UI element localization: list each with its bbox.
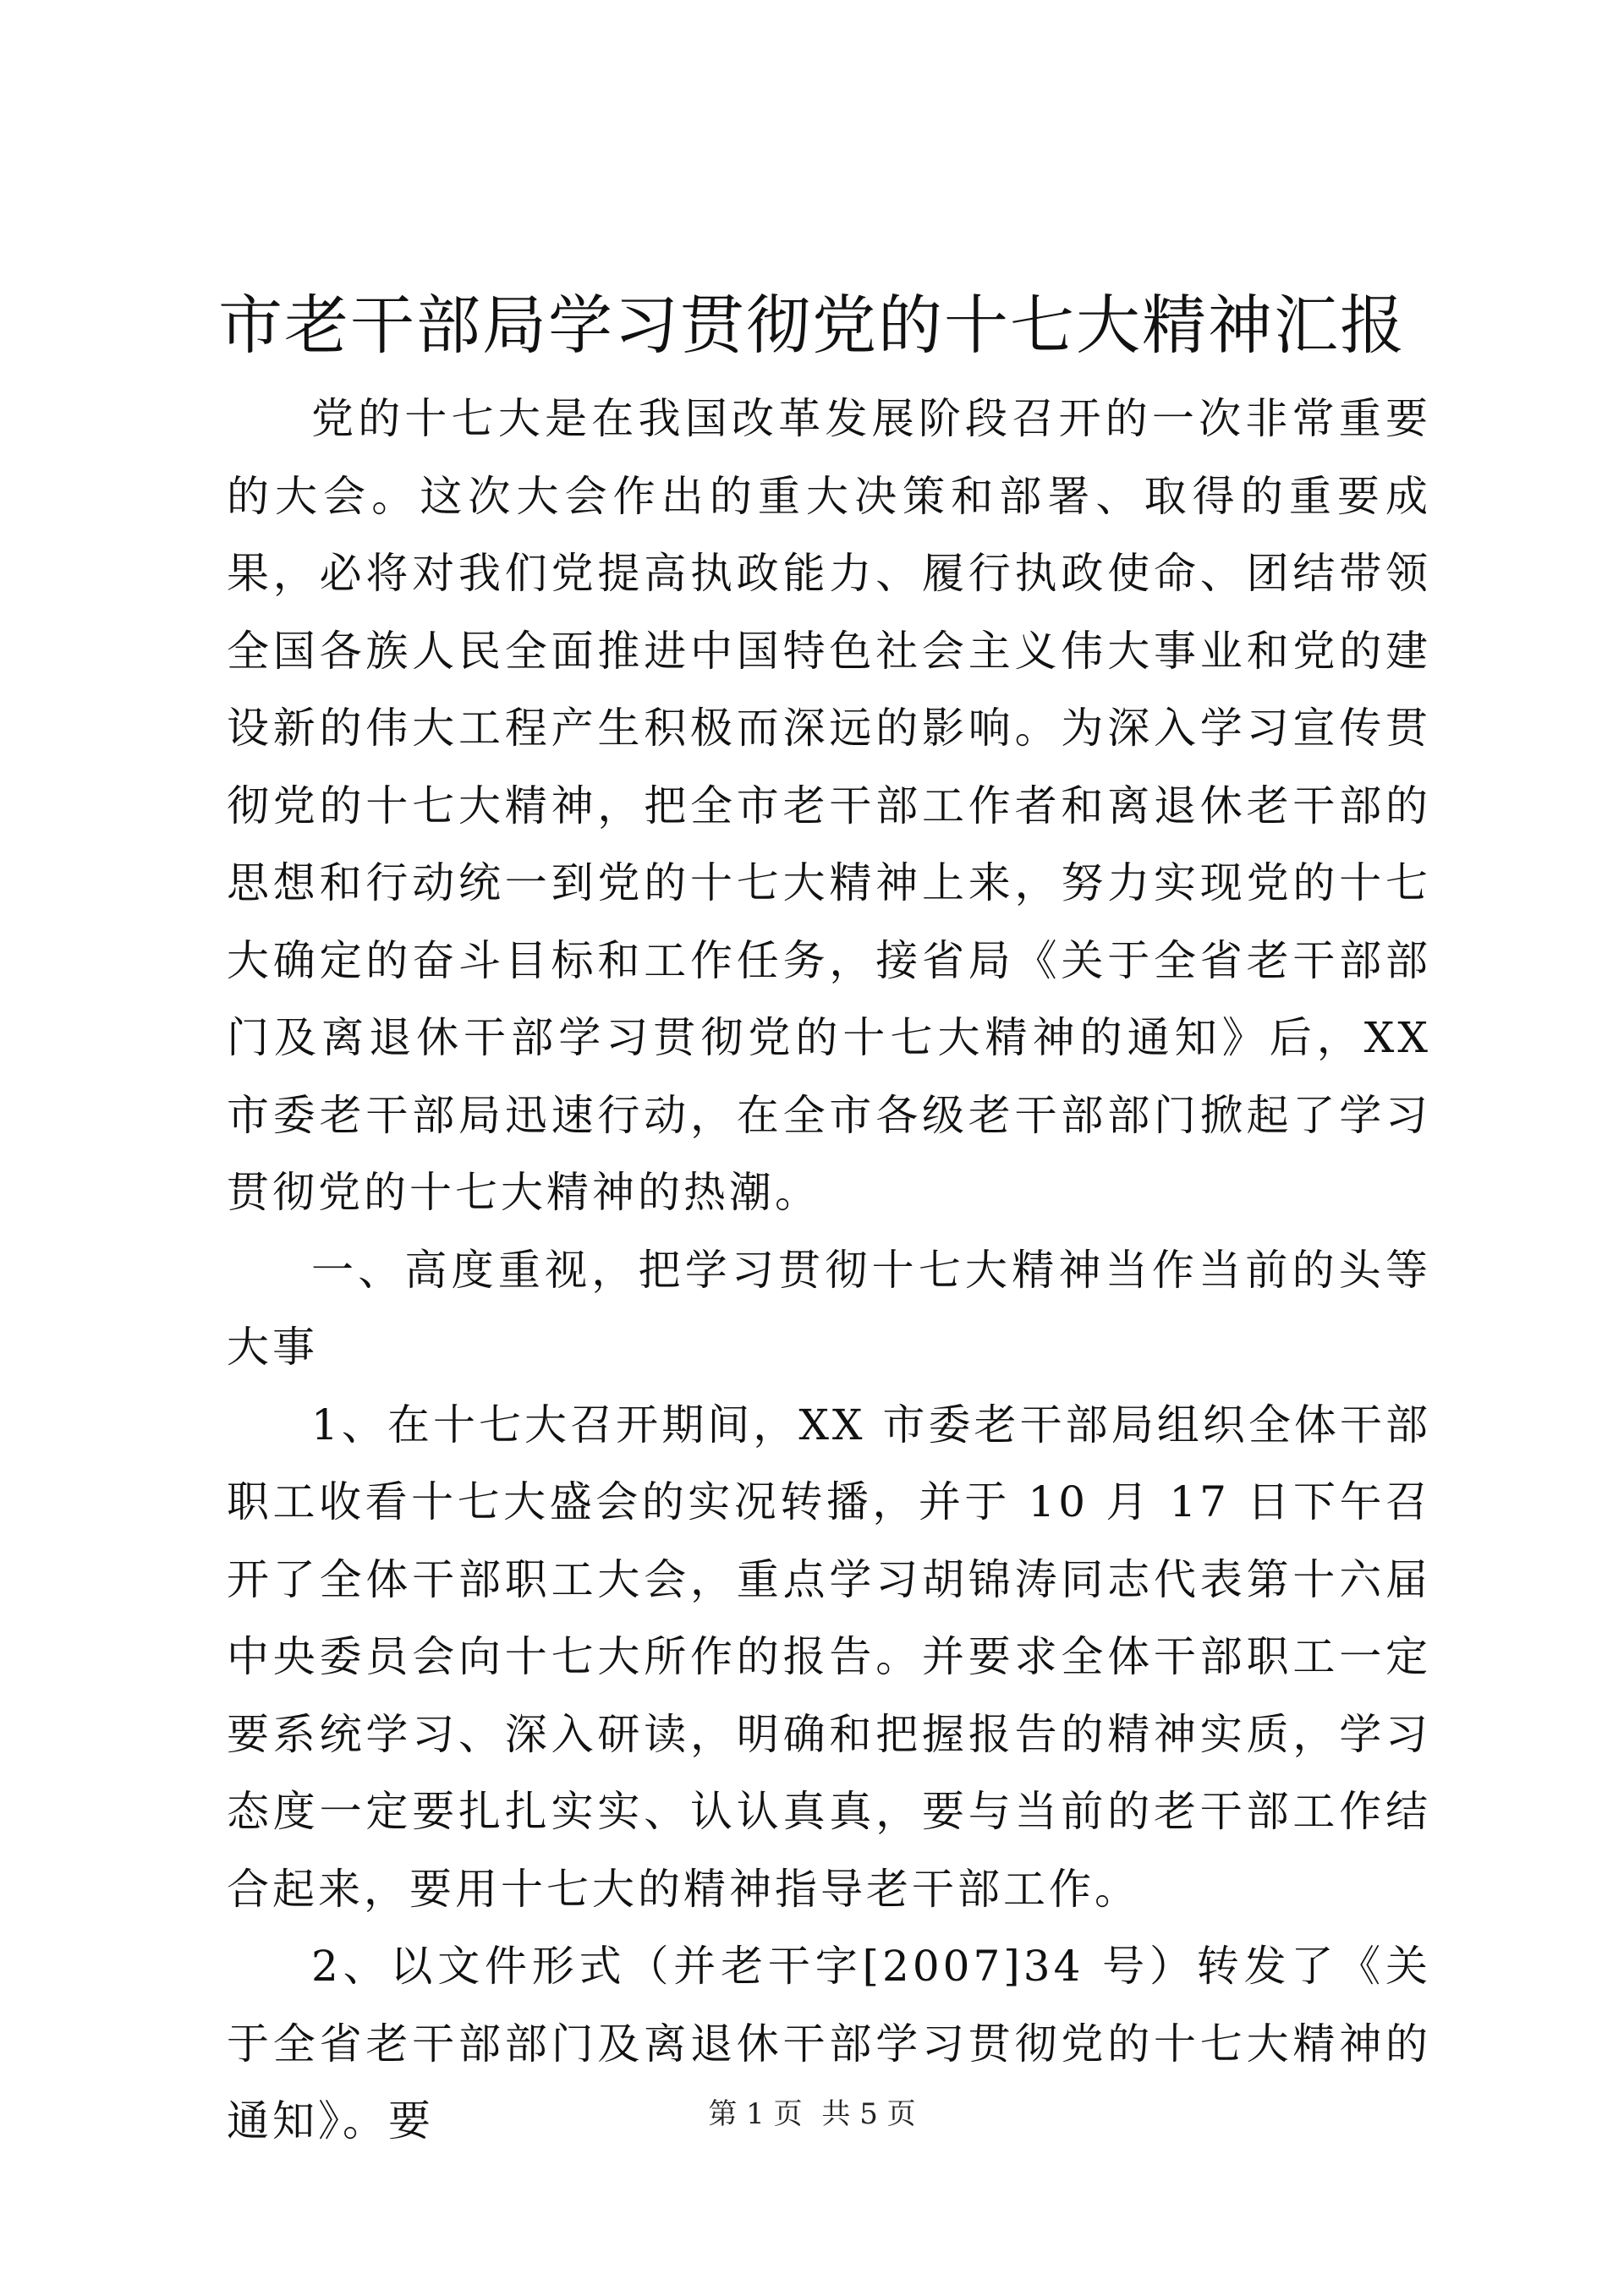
page-total: 共 5 页 <box>821 2097 916 2131</box>
document-title: 市老干部局学习贯彻党的十七大精神汇报 <box>218 288 1406 363</box>
item-paragraph-1: 1、在十七大召开期间，XX 市委老干部局组织全体干部职工收看十七大盛会的实况转播，并于 10 月 17 日下午召开了全体干部职工大会，重点学习胡锦涛同志代表第十六届中央委员会向十七大所作的报告。并要求全体干部职工一定要系统学习、深入研读，明确和把握报告的精神实质，学习态度一定要扎扎实实、认认真真，要与当前的老干部工作结合起来，要用十七大的精神指导老干部工作。 <box>227 1400 1431 1914</box>
page-number: 第 1 页 <box>708 2097 803 2131</box>
section-heading-1: 一、高度重视，把学习贯彻十七大精神当作当前的头等大事 <box>227 1245 1431 1372</box>
intro-paragraph: 党的十七大是在我国改革发展阶段召开的一次非常重要的大会。这次大会作出的重大决策和部署、取得的重要成果，必将对我们党提高执政能力、履行执政使命、团结带领全国各族人民全面推进中国特色社会主义伟大事业和党的建设新的伟大工程产生积极而深远的影响。为深入学习宣传贯彻党的十七大精神，把全市老干部工作者和离退休老干部的思想和行动统一到党的十七大精神上来，努力实现党的十七大确定的奋斗目标和工作任务，接省局《关于全省老干部部门及离退休干部学习贯彻党的十七大精神的通知》后，XX 市委老干部局迅速行动，在全市各级老干部部门掀起了学习贯彻党的十七大精神的热潮。 <box>227 394 1431 1217</box>
document-body <box>227 381 1431 2161</box>
page-footer <box>0 2096 1624 2133</box>
item-paragraph-2: 2、以文件形式（并老干字[2007]34 号）转发了《关于全省老干部部门及离退休干部学习贯彻党的十七大精神的通知》。要 <box>227 1942 1431 2145</box>
